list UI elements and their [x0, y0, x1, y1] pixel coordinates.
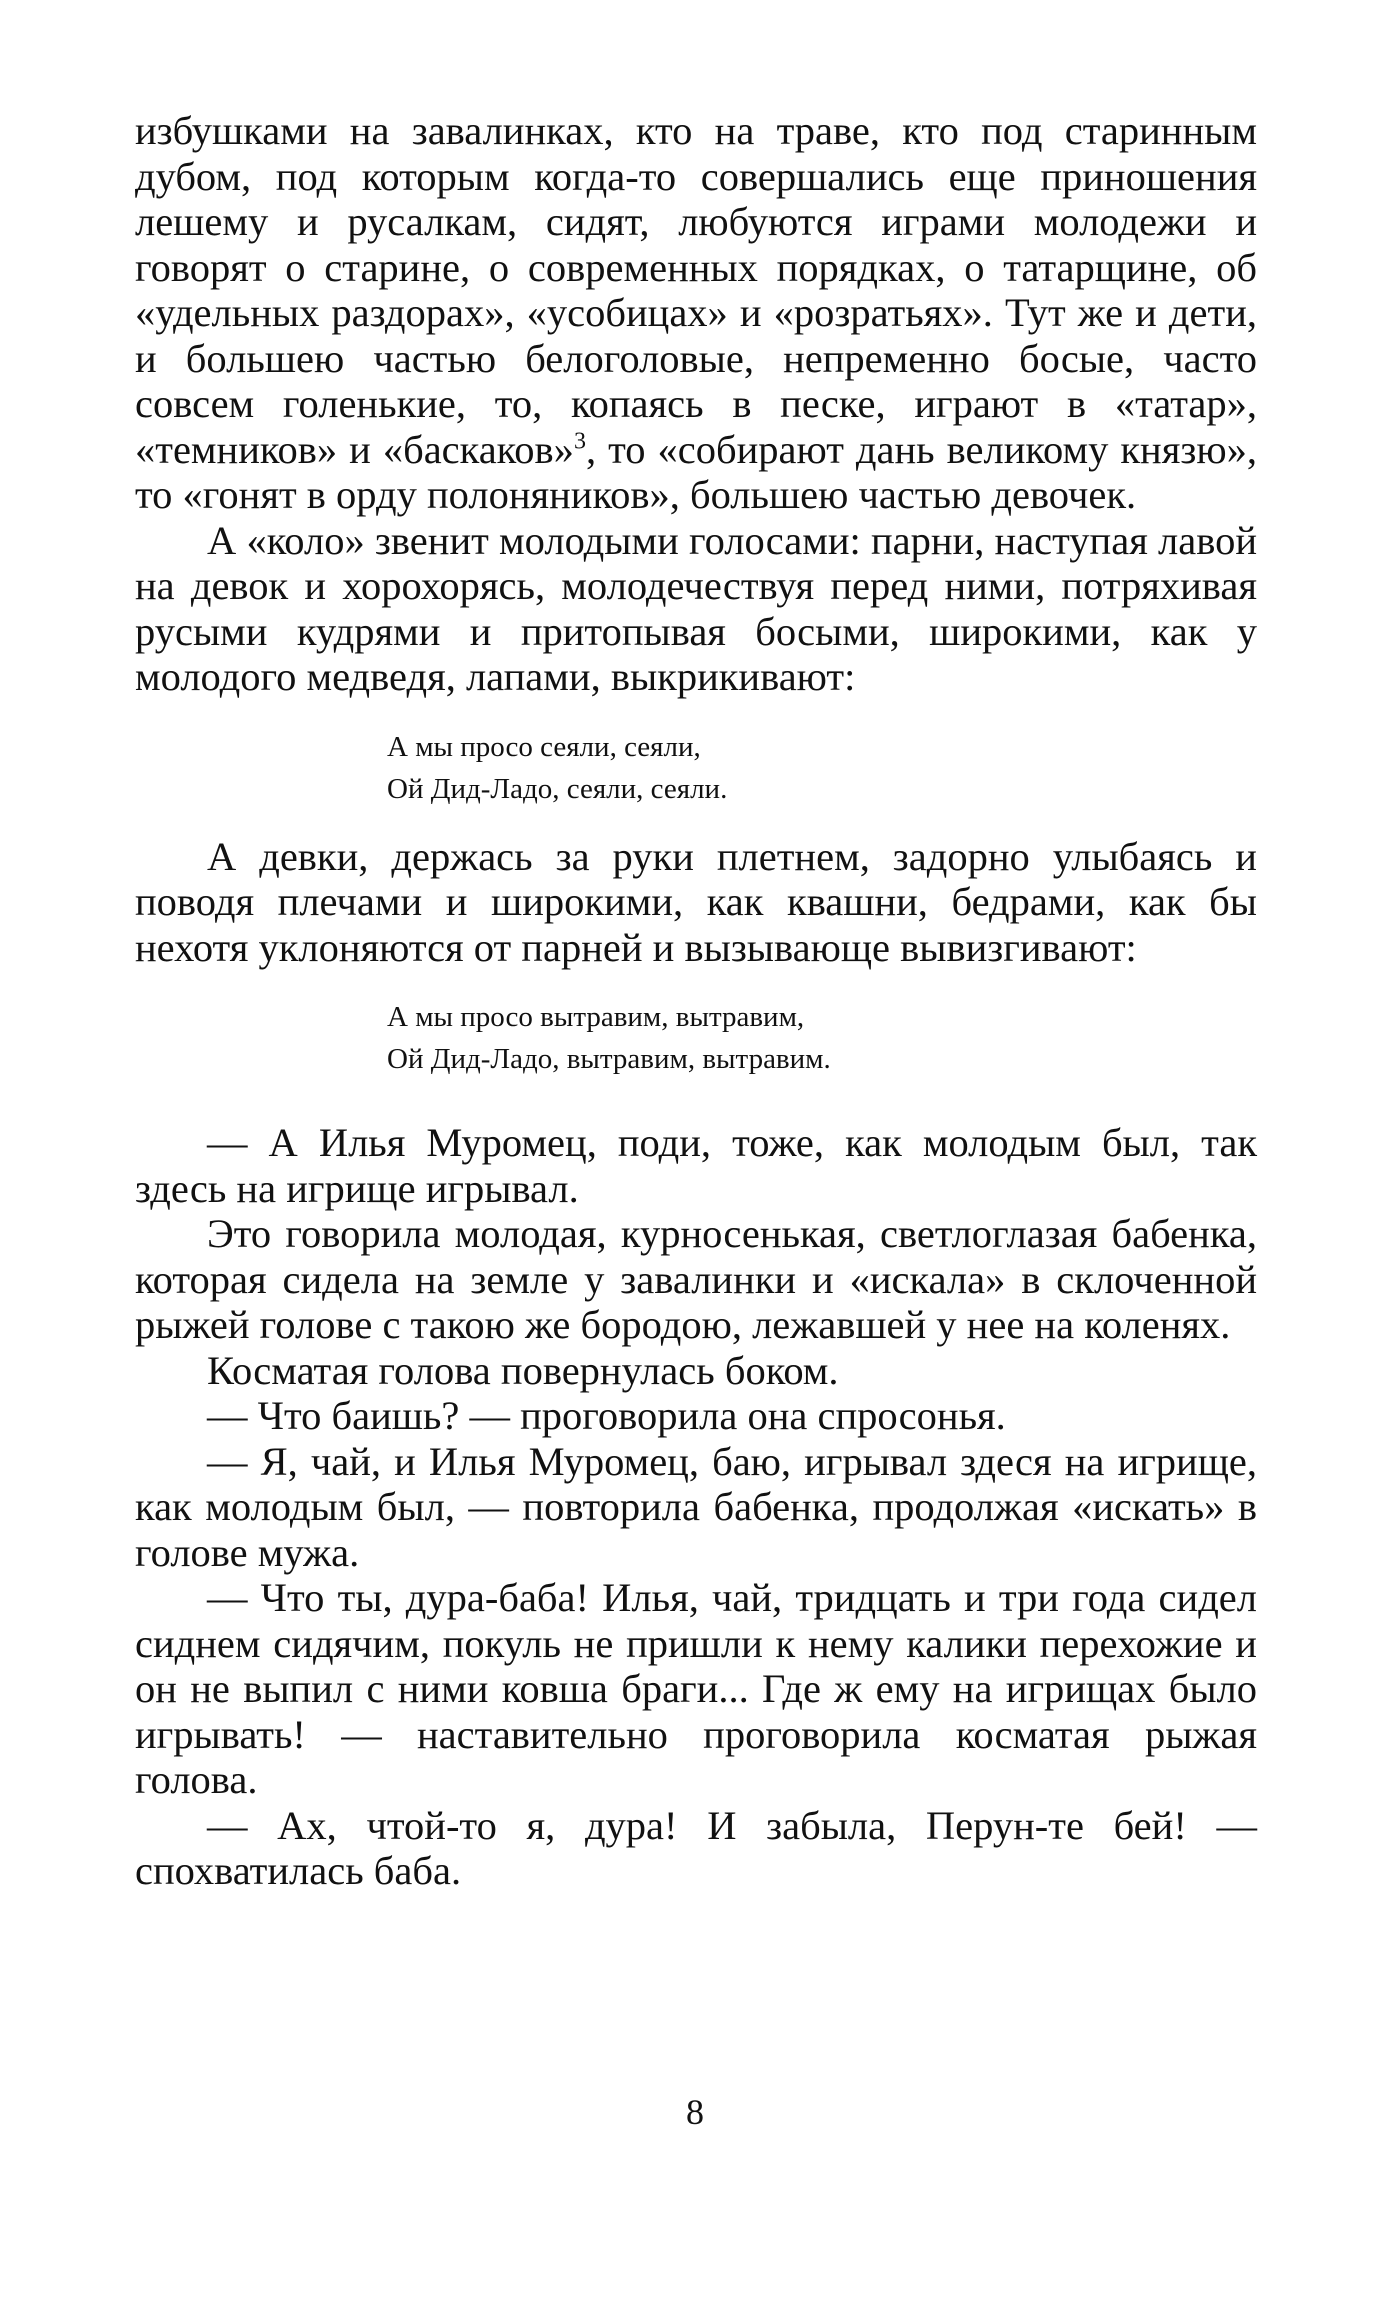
- verse-2-line-2: Ой Дид-Ладо, вытравим, вытравим.: [387, 1043, 831, 1075]
- paragraph-1-text-b: , то «собирают дань великому князю», то «гонят в орду полоняников», большею частью девочек.: [135, 426, 1257, 517]
- paragraph-9: — Что ты, дура-баба! Илья, чай, тридцать и три года сидел сиднем сидячим, покуль не пришли к нему калики перехожие и он не выпил с ними ковша браги... Где ж ему на игрищах было игрывать! — наставительно проговорила косматая рыжая голова.: [135, 1575, 1257, 1802]
- spacer: [135, 1080, 1257, 1120]
- page-body: [135, 108, 1257, 1894]
- paragraph-8: — Я, чай, и Илья Муромец, баю, игрывал здеся на игрище, как молодым был, — повторила бабенка, продолжая «искать» в голове мужа.: [135, 1438, 1257, 1575]
- paragraph-3: А девки, держась за руки плетнем, задорно улыбаясь и поводя плечами и широкими, как квашни, бедрами, как бы нехотя уклоняются от парней и вызывающе вывизгивают:: [135, 833, 1257, 970]
- paragraph-6: Косматая голова повернулась боком.: [207, 1347, 839, 1393]
- spacer: [135, 810, 1257, 834]
- spacer: [135, 970, 1257, 996]
- verse-1-line-2: Ой Дид-Ладо, сеяли, сеяли.: [387, 772, 728, 805]
- paragraph-2: А «коло» звенит молодыми голосами: парни, наступая лавой на девок и хорохорясь, молодечествуя перед ними, потряхивая русыми кудрями и притопывая босыми, широкими, как у молодого медведя, лапами, выкрикивают:: [135, 517, 1257, 699]
- verse-1-line-1: А мы просо сеяли, сеяли,: [387, 730, 701, 763]
- verse-2-line-1: А мы просо вытравим, вытравим,: [387, 1001, 805, 1033]
- paragraph-1: [135, 108, 1257, 518]
- page-number: 8: [686, 2092, 704, 2132]
- verse-2: [135, 996, 1257, 1080]
- paragraph-5: Это говорила молодая, курносенькая, светлоглазая бабенка, которая сидела на земле у завалинки и «искала» в склоченной рыжей голове с такою же бородою, лежавшей у нее на коленях.: [135, 1211, 1257, 1347]
- footnote-reference: 3: [573, 428, 586, 454]
- paragraph-7: — Что баишь? — проговорила она спросонья.: [207, 1393, 1006, 1438]
- paragraph-4: — А Илья Муромец, поди, тоже, как молодым был, так здесь на игрище игрывал.: [135, 1120, 1257, 1211]
- paragraph-10: — Ах, чтой-то я, дура! И забыла, Перун-те бей! — спохватилась баба.: [135, 1802, 1257, 1893]
- verse-1: [135, 726, 1257, 810]
- paragraph-1-text-a: избушками на завалинках, кто на траве, кто под старинным дубом, под которым когда-то совершались еще приношения лешему и русалкам, сидят, любуются играми молодежи и говорят о старине, о современных порядках, о татарщине, об «удельных раздорах», «усобицах» и «розратьях». Тут же и дети, и большею частью белоголовые, непременно босые, часто совсем голенькие, то, копаясь в песке, играют в «татар», «темников» и «баскаков»: [135, 108, 1257, 472]
- spacer: [135, 700, 1257, 726]
